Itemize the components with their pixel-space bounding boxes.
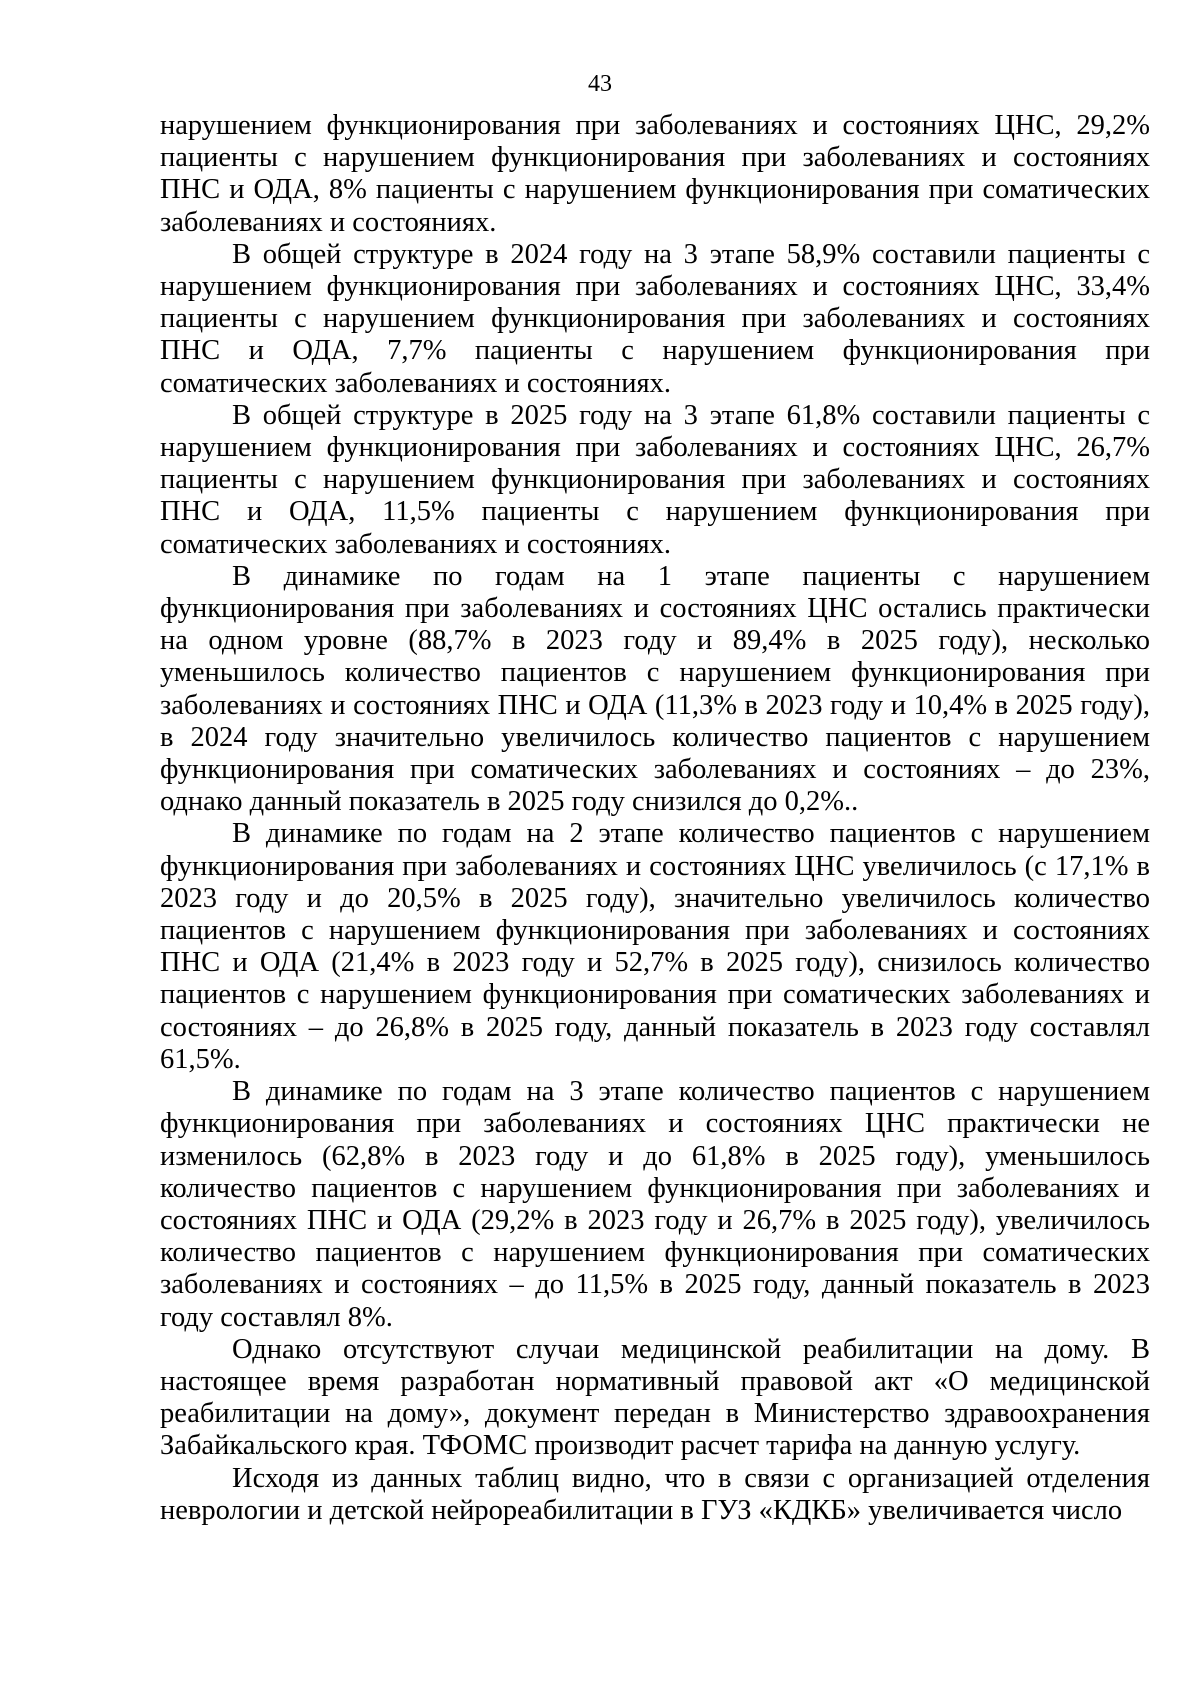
- paragraph-structure-2024: В общей структуре в 2024 году на 3 этапе 58,9% составили пациенты с нарушением функционирования при заболеваниях и состояниях ЦНС, 33,4% пациенты с нарушением функционирования при заболеваниях и состояниях ПНС и ОДА, 7,7% пациенты с нарушением функционирования при соматических заболеваниях и состояниях.: [160, 238, 1150, 399]
- document-body: [160, 110, 1150, 1527]
- page-number: 43: [588, 71, 612, 97]
- paragraph-structure-2025: В общей структуре в 2025 году на 3 этапе 61,8% составили пациенты с нарушением функционирования при заболеваниях и состояниях ЦНС, 26,7% пациенты с нарушением функционирования при заболеваниях и состояниях ПНС и ОДА, 11,5% пациенты с нарушением функционирования при соматических заболеваниях и состояниях.: [160, 399, 1150, 560]
- paragraph-dynamics-stage-1: В динамике по годам на 1 этапе пациенты с нарушением функционирования при заболеваниях и состояниях ЦНС остались практически на одном уровне (88,7% в 2023 году и 89,4% в 2025 году), несколько уменьшилось количество пациентов с нарушением функционирования при заболеваниях и состояниях ПНС и ОДА (11,3% в 2023 году и 10,4% в 2025 году), в 2024 году значительно увеличилось количество пациентов с нарушением функционирования при соматических заболеваниях и состояниях – до 23%, однако данный показатель в 2025 году снизился до 0,2%..: [160, 560, 1150, 818]
- paragraph-dynamics-stage-3: В динамике по годам на 3 этапе количество пациентов с нарушением функционирования при заболеваниях и состояниях ЦНС практически не изменилось (62,8% в 2023 году и до 61,8% в 2025 году), уменьшилось количество пациентов с нарушением функционирования при заболеваниях и состояниях ПНС и ОДА (29,2% в 2023 году и 26,7% в 2025 году), увеличилось количество пациентов с нарушением функционирования при соматических заболеваниях и состояниях – до 11,5% в 2025 году, данный показатель в 2023 году составлял 8%.: [160, 1076, 1150, 1333]
- paragraph-dynamics-stage-2: В динамике по годам на 2 этапе количество пациентов с нарушением функционирования при заболеваниях и состояниях ЦНС увеличилось (с 17,1% в 2023 году и до 20,5% в 2025 году), значительно увеличилось количество пациентов с нарушением функционирования при заболеваниях и состояниях ПНС и ОДА (21,4% в 2023 году и 52,7% в 2025 году), снизилось количество пациентов с нарушением функционирования при соматических заболеваниях и состояниях – до 26,8% в 2025 году, данный показатель в 2023 году составлял 61,5%.: [160, 818, 1150, 1075]
- paragraph-conclusion-start: Исходя из данных таблиц видно, что в связи с организацией отделения неврологии и детской нейрореабилитации в ГУЗ «КДКБ» увеличивается число: [160, 1462, 1150, 1526]
- paragraph-home-rehabilitation: Однако отсутствуют случаи медицинской реабилитации на дому. В настоящее время разработан нормативный правовой акт «О медицинской реабилитации на дому», документ передан в Министерство здравоохранения Забайкальского края. ТФОМС производит расчет тарифа на данную услугу.: [160, 1333, 1150, 1462]
- paragraph-continuation: нарушением функционирования при заболеваниях и состояниях ЦНС, 29,2% пациенты с нарушением функционирования при заболеваниях и состояниях ПНС и ОДА, 8% пациенты с нарушением функционирования при соматических заболеваниях и состояниях.: [160, 110, 1150, 238]
